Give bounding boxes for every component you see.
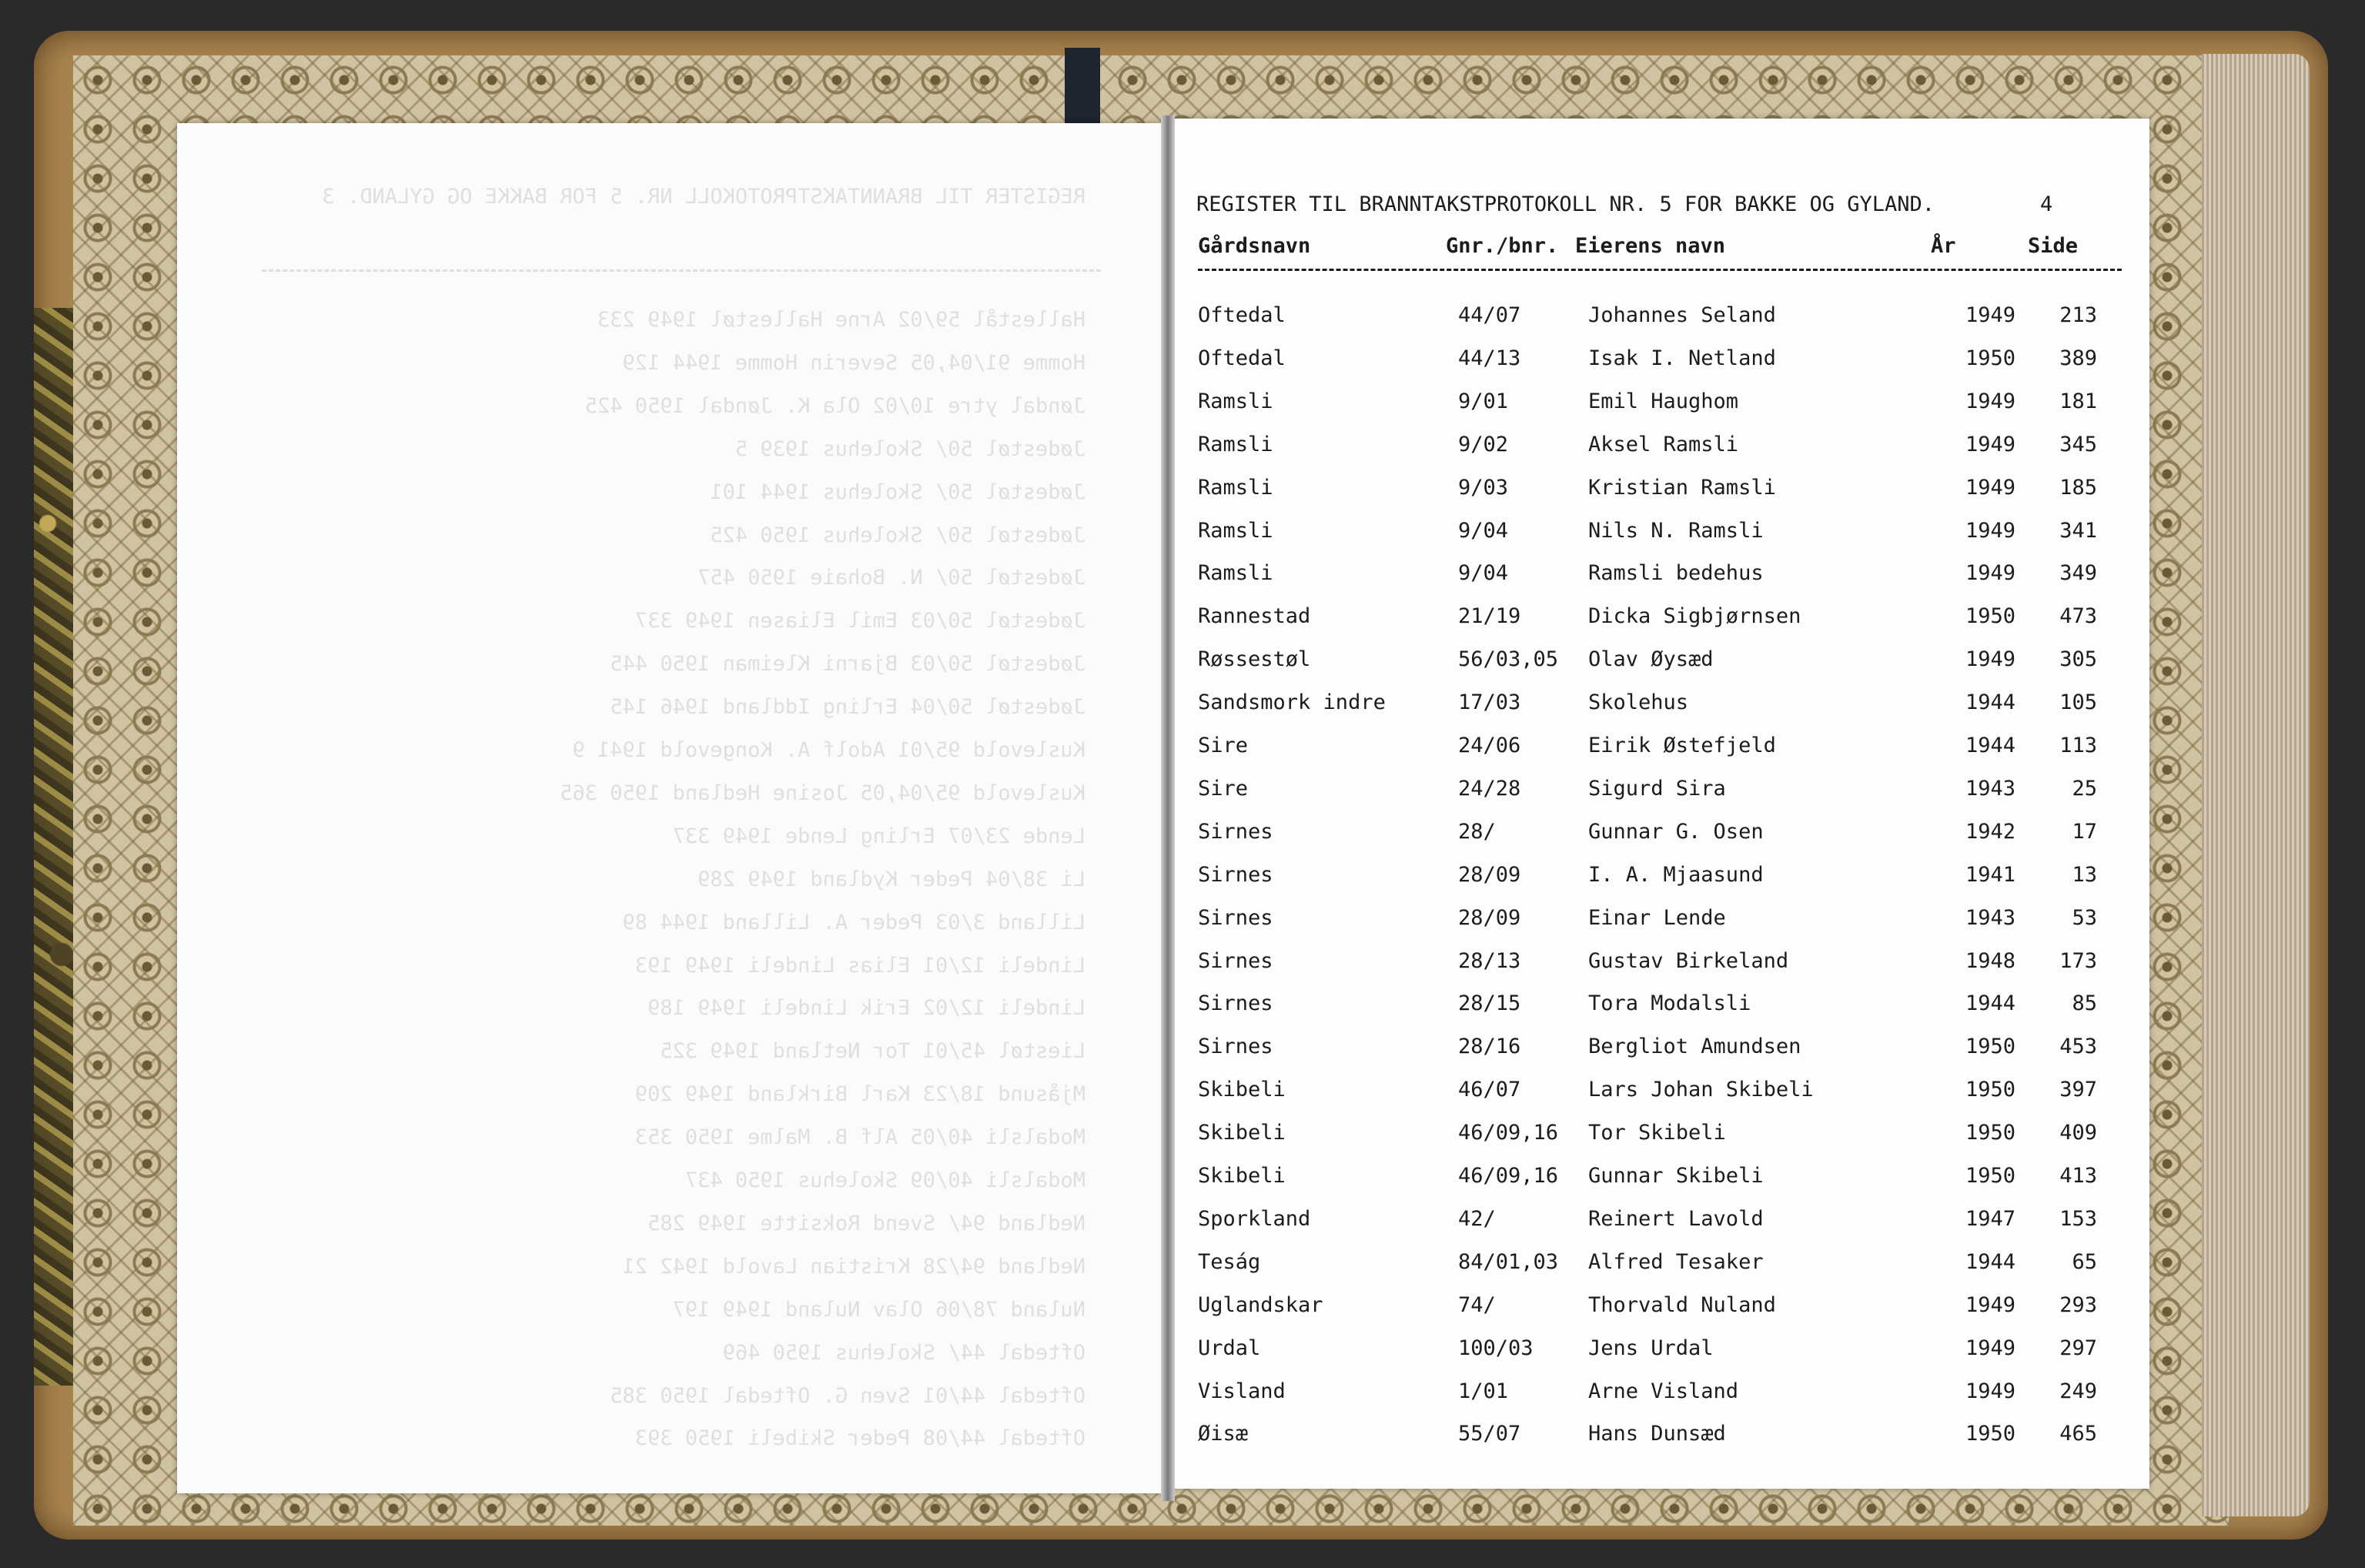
owner-cell: Arne Visland [1588, 1379, 1739, 1403]
page-cell: 13 [2072, 863, 2097, 887]
gnr-bnr-cell: 28/13 [1458, 949, 1521, 973]
farm-cell: Sirnes [1198, 863, 1273, 887]
table-row [1167, 1164, 2149, 1195]
gnr-bnr-cell: 28/09 [1458, 863, 1521, 887]
owner-cell: Skolehus [1588, 690, 1689, 714]
farm-cell: Sirnes [1198, 1035, 1273, 1058]
owner-cell: Tora Modalsli [1588, 991, 1751, 1015]
year-cell: 1949 [1965, 1293, 2015, 1317]
page-cell: 65 [2072, 1250, 2097, 1274]
farm-cell: Sandsmork indre [1198, 690, 1386, 714]
farm-cell: Øisæ [1198, 1422, 1249, 1446]
bleed-through-line: Mjåsund 18/23 Karl Birkland 1949 209 [634, 1082, 1085, 1106]
year-cell: 1949 [1965, 561, 2015, 585]
year-cell: 1948 [1965, 949, 2015, 973]
gnr-bnr-cell: 84/01,03 [1458, 1250, 1559, 1274]
year-cell: 1944 [1965, 1250, 2015, 1274]
gnr-bnr-cell: 46/09,16 [1458, 1164, 1559, 1188]
bleed-through-line: Oftedal 44/08 Peder Skibeli 1950 393 [634, 1426, 1085, 1450]
table-row [1167, 1078, 2149, 1108]
owner-cell: Eirik Østefjeld [1588, 734, 1776, 757]
page-cell: 173 [2059, 949, 2097, 973]
page-cell: 153 [2059, 1207, 2097, 1231]
owner-cell: Kristian Ramsli [1588, 476, 1776, 500]
header-gnr-bnr: Gnr./bnr. [1446, 234, 1559, 258]
page-cell: 105 [2059, 690, 2097, 714]
table-row [1167, 303, 2149, 334]
year-cell: 1944 [1965, 690, 2015, 714]
table-row [1167, 1121, 2149, 1152]
year-cell: 1949 [1965, 389, 2015, 413]
table-row [1167, 1250, 2149, 1281]
year-cell: 1949 [1965, 476, 2015, 500]
gnr-bnr-cell: 46/07 [1458, 1078, 1521, 1102]
year-cell: 1950 [1965, 1164, 2015, 1188]
farm-cell: Sire [1198, 734, 1249, 757]
owner-cell: Isak I. Netland [1588, 346, 1776, 370]
bookmark-ribbon [1065, 48, 1100, 132]
owner-cell: Reinert Lavold [1588, 1207, 1764, 1231]
gnr-bnr-cell: 44/13 [1458, 346, 1521, 370]
gnr-bnr-cell: 9/04 [1458, 519, 1509, 543]
year-cell: 1949 [1965, 1379, 2015, 1403]
bleed-through-text [231, 185, 1132, 1478]
header-farm: Gårdsnavn [1198, 234, 1311, 258]
table-row [1167, 906, 2149, 937]
farm-cell: Ramsli [1198, 561, 1273, 585]
bleed-through-line: Lilland 3/03 Peder A. Lilland 1944 89 [622, 911, 1085, 934]
page-edges [2202, 54, 2310, 1516]
bleed-through-line: Nedland 94/ Svend Roksitte 1949 285 [647, 1212, 1085, 1235]
table-row [1167, 647, 2149, 678]
bleed-through-line: Jødestøl 50/ Skolehus 1950 425 [710, 523, 1085, 547]
farm-cell: Sirnes [1198, 949, 1273, 973]
bleed-through-line: Li 38/04 Peder Kydland 1949 289 [697, 868, 1085, 891]
bleed-through-line: Kuslevold 95/01 Adolf A. Kongevold 1941 9 [572, 738, 1085, 762]
page-cell: 293 [2059, 1293, 2097, 1317]
page-cell: 249 [2059, 1379, 2097, 1403]
page-cell: 397 [2059, 1078, 2097, 1102]
header-year: År [1931, 234, 1956, 258]
bleed-through-line: Lindeli 12/01 Elias Lindeli 1949 193 [634, 954, 1085, 978]
bleed-through-line: Homme 91/04,05 Severin Homme 1944 129 [622, 351, 1085, 375]
page-number: 4 [2040, 192, 2053, 216]
table-row [1167, 476, 2149, 507]
gnr-bnr-cell: 46/09,16 [1458, 1121, 1559, 1145]
table-row [1167, 561, 2149, 592]
bleed-through-line: Jødestøl 50/ Skolehus 1939 5 [734, 437, 1085, 461]
bleed-through-line: Lende 23/07 Erling Lende 1949 337 [672, 824, 1085, 848]
header-owner: Eierens navn [1575, 234, 1726, 258]
farm-cell: Oftedal [1198, 303, 1286, 327]
table-row [1167, 389, 2149, 420]
page-cell: 17 [2072, 820, 2097, 844]
page-cell: 213 [2059, 303, 2097, 327]
owner-cell: Gustav Birkeland [1588, 949, 1789, 973]
bleed-through-line: Oftedal 44/01 Sven G. Oftedal 1950 385 [610, 1384, 1085, 1408]
bleed-through-line: Kuslevold 95/04,05 Josine Hedland 1950 365 [560, 781, 1085, 805]
year-cell: 1950 [1965, 346, 2015, 370]
gnr-bnr-cell: 21/19 [1458, 604, 1521, 628]
header-page: Side [2028, 234, 2079, 258]
owner-cell: Gunnar Skibeli [1588, 1164, 1764, 1188]
table-row [1167, 1293, 2149, 1324]
farm-cell: Visland [1198, 1379, 1286, 1403]
year-cell: 1942 [1965, 820, 2015, 844]
farm-cell: Oftedal [1198, 346, 1286, 370]
year-cell: 1949 [1965, 647, 2015, 671]
farm-cell: Røssestøl [1198, 647, 1311, 671]
farm-cell: Skibeli [1198, 1164, 1286, 1188]
gnr-bnr-cell: 1/01 [1458, 1379, 1509, 1403]
gnr-bnr-cell: 9/04 [1458, 561, 1509, 585]
page-cell: 305 [2059, 647, 2097, 671]
page-cell: 25 [2072, 777, 2097, 801]
bleed-through-line: Jødestøl 50/ Skolehus 1944 101 [710, 480, 1085, 504]
farm-cell: Ramsli [1198, 389, 1273, 413]
owner-cell: Aksel Ramsli [1588, 433, 1739, 456]
gnr-bnr-cell: 44/07 [1458, 303, 1521, 327]
year-cell: 1950 [1965, 1121, 2015, 1145]
bleed-through-line: Modalsli 40/09 Skolehus 1950 437 [684, 1168, 1085, 1192]
bleed-through-line: Jødestøl 50/04 Erling Iddland 1946 145 [610, 695, 1085, 719]
bleed-through-line: Liestøl 45/01 Tor Netland 1949 325 [660, 1039, 1085, 1063]
table-row [1167, 1336, 2149, 1367]
table-row [1167, 863, 2149, 894]
farm-cell: Ramsli [1198, 476, 1273, 500]
bleed-through-line: Jødestøl 50/03 Emil Eliasen 1949 337 [634, 609, 1085, 633]
owner-cell: Jens Urdal [1588, 1336, 1714, 1360]
year-cell: 1950 [1965, 1035, 2015, 1058]
owner-cell: Ramsli bedehus [1588, 561, 1764, 585]
farm-cell: Sirnes [1198, 906, 1273, 930]
table-row [1167, 1379, 2149, 1410]
page-cell: 185 [2059, 476, 2097, 500]
table-row [1167, 949, 2149, 980]
page-cell: 297 [2059, 1336, 2097, 1360]
gnr-bnr-cell: 28/09 [1458, 906, 1521, 930]
table-row [1167, 820, 2149, 851]
year-cell: 1943 [1965, 906, 2015, 930]
owner-cell: Einar Lende [1588, 906, 1726, 930]
year-cell: 1949 [1965, 519, 2015, 543]
year-cell: 1950 [1965, 1422, 2015, 1446]
farm-cell: Ramsli [1198, 519, 1273, 543]
owner-cell: Nils N. Ramsli [1588, 519, 1764, 543]
bleed-through-line: Jødestøl 50/ N. Bohaie 1950 457 [697, 566, 1085, 590]
page-cell: 349 [2059, 561, 2097, 585]
page-cell: 465 [2059, 1422, 2097, 1446]
bleed-through-line: Modalsli 40/05 Alf B. Malme 1950 353 [634, 1125, 1085, 1149]
owner-cell: Dicka Sigbjørnsen [1588, 604, 1801, 628]
owner-cell: Gunnar G. Osen [1588, 820, 1764, 844]
farm-cell: Ramsli [1198, 433, 1273, 456]
table-row [1167, 1422, 2149, 1453]
page-cell: 113 [2059, 734, 2097, 757]
gnr-bnr-cell: 56/03,05 [1458, 647, 1559, 671]
table-row [1167, 690, 2149, 721]
header-rule [1198, 269, 2122, 271]
table-row [1167, 734, 2149, 764]
year-cell: 1950 [1965, 1078, 2015, 1102]
table-row [1167, 519, 2149, 550]
bleed-through-rule [262, 269, 1101, 272]
page-cell: 345 [2059, 433, 2097, 456]
table-row [1167, 346, 2149, 377]
gnr-bnr-cell: 24/06 [1458, 734, 1521, 757]
table-row [1167, 991, 2149, 1022]
farm-cell: Sirnes [1198, 991, 1273, 1015]
page-cell: 341 [2059, 519, 2097, 543]
table-row [1167, 777, 2149, 807]
farm-cell: Skibeli [1198, 1078, 1286, 1102]
farm-cell: Sirnes [1198, 820, 1273, 844]
table-row [1167, 433, 2149, 463]
page-cell: 409 [2059, 1121, 2097, 1145]
year-cell: 1950 [1965, 604, 2015, 628]
gnr-bnr-cell: 17/03 [1458, 690, 1521, 714]
owner-cell: Sigurd Sira [1588, 777, 1726, 801]
year-cell: 1947 [1965, 1207, 2015, 1231]
year-cell: 1944 [1965, 991, 2015, 1015]
gnr-bnr-cell: 9/03 [1458, 476, 1509, 500]
page-cell: 53 [2072, 906, 2097, 930]
page-title: REGISTER TIL BRANNTAKSTPROTOKOLL NR. 5 FOR BAKKE OG GYLAND. [1196, 192, 1935, 216]
owner-cell: Thorvald Nuland [1588, 1293, 1776, 1317]
owner-cell: Lars Johan Skibeli [1588, 1078, 1814, 1102]
year-cell: 1949 [1965, 433, 2015, 456]
year-cell: 1943 [1965, 777, 2015, 801]
bleed-through-line: Lindeli 12/02 Erik Lindeli 1949 189 [647, 996, 1085, 1020]
page-cell: 413 [2059, 1164, 2097, 1188]
page-cell: 453 [2059, 1035, 2097, 1058]
gnr-bnr-cell: 9/01 [1458, 389, 1509, 413]
owner-cell: Johannes Seland [1588, 303, 1776, 327]
bleed-through-title: REGISTER TIL BRANNTAKSTPROTOKOLL NR. 5 FOR BAKKE OG GYLAND. 3 [322, 185, 1085, 209]
farm-cell: Sporkland [1198, 1207, 1311, 1231]
gnr-bnr-cell: 28/16 [1458, 1035, 1521, 1058]
owner-cell: Tor Skibeli [1588, 1121, 1726, 1145]
gnr-bnr-cell: 9/02 [1458, 433, 1509, 456]
bleed-through-line: Nedland 94/28 Kristian Lavold 1942 21 [622, 1255, 1085, 1279]
bleed-through-line: Jøndal ytre 10/02 Ola K. Jøndal 1950 425 [584, 394, 1085, 418]
gnr-bnr-cell: 100/03 [1458, 1336, 1534, 1360]
gnr-bnr-cell: 42/ [1458, 1207, 1496, 1231]
farm-cell: Rannestad [1198, 604, 1311, 628]
farm-cell: Uglandskar [1198, 1293, 1323, 1317]
farm-cell: Sire [1198, 777, 1249, 801]
gnr-bnr-cell: 28/ [1458, 820, 1496, 844]
table-row [1167, 604, 2149, 635]
owner-cell: Emil Haughom [1588, 389, 1739, 413]
gnr-bnr-cell: 55/07 [1458, 1422, 1521, 1446]
farm-cell: Urdal [1198, 1336, 1261, 1360]
owner-cell: Bergliot Amundsen [1588, 1035, 1801, 1058]
gnr-bnr-cell: 24/28 [1458, 777, 1521, 801]
bleed-through-line: Hallestål 59/02 Arne Hallestøl 1949 233 [597, 308, 1085, 332]
year-cell: 1944 [1965, 734, 2015, 757]
page-cell: 473 [2059, 604, 2097, 628]
gnr-bnr-cell: 74/ [1458, 1293, 1496, 1317]
page-cell: 389 [2059, 346, 2097, 370]
year-cell: 1949 [1965, 1336, 2015, 1360]
owner-cell: Olav Øysæd [1588, 647, 1714, 671]
owner-cell: Hans Dunsæd [1588, 1422, 1726, 1446]
bleed-through-line: Oftedal 44/ Skolehus 1950 469 [722, 1341, 1085, 1365]
owner-cell: I. A. Mjaasund [1588, 863, 1764, 887]
table-row [1167, 1035, 2149, 1065]
register-page [1167, 119, 2149, 1489]
bleed-through-line: Nuland 78/06 Olav Nuland 1949 197 [672, 1298, 1085, 1322]
farm-cell: Skibeli [1198, 1121, 1286, 1145]
page-cell: 85 [2072, 991, 2097, 1015]
gnr-bnr-cell: 28/15 [1458, 991, 1521, 1015]
farm-cell: Teság [1198, 1250, 1261, 1274]
year-cell: 1949 [1965, 303, 2015, 327]
bleed-through-line: Jødestøl 50/03 Bjarni Kleiman 1950 445 [610, 652, 1085, 676]
owner-cell: Alfred Tesaker [1588, 1250, 1764, 1274]
page-cell: 181 [2059, 389, 2097, 413]
year-cell: 1941 [1965, 863, 2015, 887]
table-row [1167, 1207, 2149, 1238]
